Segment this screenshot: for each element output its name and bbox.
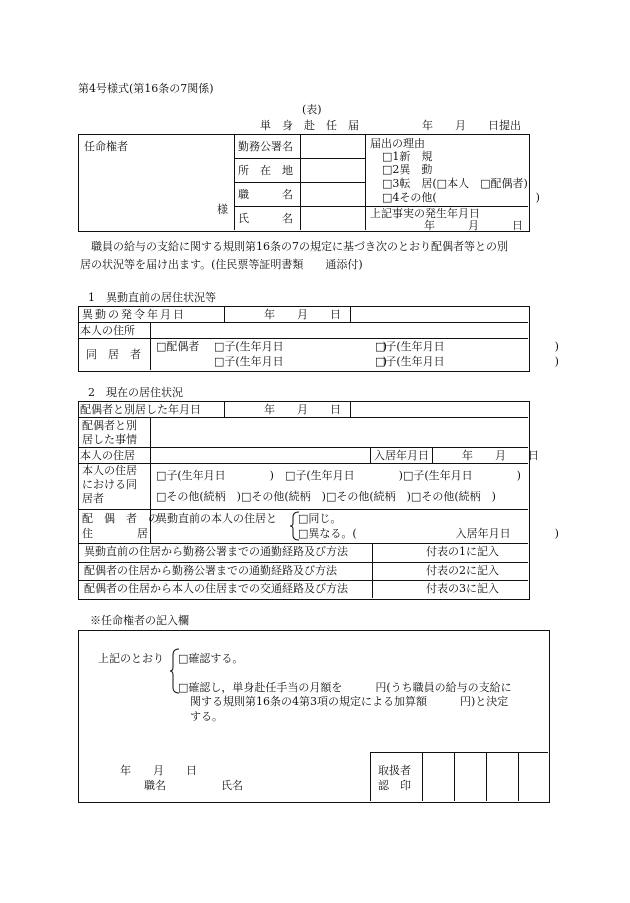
spouse-res-text: 異動直前の本人の住居と [156, 512, 277, 525]
move-in-date[interactable]: 年 月 日 [462, 449, 539, 462]
position-label: 職 名 [238, 188, 293, 201]
current-children-row[interactable]: □子(生年月日 ) □子(生年月日 )□子(生年月日 ) [156, 469, 521, 482]
reason-other[interactable]: □4その他( ) [382, 191, 540, 204]
commute-spouse-attach: 付表の2に記入 [426, 564, 499, 577]
reason-transfer[interactable]: □2異 動 [382, 163, 433, 176]
spouse-checkbox[interactable]: □配偶者 [156, 340, 200, 353]
sama-label: 様 [217, 203, 228, 216]
cohab-label-2: における同 [82, 478, 137, 491]
section1-heading: 1 異動直前の居住状況等 [88, 291, 216, 304]
reason-title: 届出の理由 [370, 137, 425, 150]
form-number: 第4号様式(第16条の7関係) [78, 82, 214, 95]
separated-date[interactable]: 年 月 日 [264, 403, 341, 416]
spouse-res-different[interactable]: □異なる。( 入居年月日 ) [298, 527, 559, 540]
form-side: (表) [302, 103, 322, 116]
spouse-res-label-2: 住 居 [82, 527, 148, 540]
current-others-row[interactable]: □その他(続柄 )□その他(続柄 )□その他(続柄 )□その他(続柄 ) [156, 490, 496, 503]
confirm-determine-line-2: 関する規則第16条の4第3項の規定による加算額 円)と決定 [190, 695, 509, 708]
child-checkbox-2[interactable]: □子(生年月日 ) [214, 355, 387, 368]
handler-label-2: 認 印 [378, 779, 411, 792]
fact-date[interactable]: 年 月 日 [424, 219, 523, 232]
residence-label: 本人の住居 [80, 449, 135, 462]
cohab-label-1: 本人の住居 [82, 464, 137, 477]
separated-date-label: 配偶者と別居した年月日 [80, 403, 201, 416]
move-in-label: 入居年月日 [374, 449, 429, 462]
child-checkbox-3[interactable]: □子(生年月日 ) [375, 340, 559, 353]
transfer-date[interactable]: 年 月 日 [264, 308, 341, 321]
confirm-option[interactable]: □確認する。 [178, 652, 244, 665]
submission-date: 年 月 日提出 [422, 119, 521, 132]
child-checkbox-4[interactable]: □子(生年月日 ) [375, 355, 559, 368]
commute-spouse-label: 配偶者の住居から勤務公署までの通勤経路及び方法 [84, 564, 337, 577]
name-label: 氏 名 [238, 212, 293, 225]
section3-position-name[interactable]: 職名 氏名 [144, 779, 243, 792]
traffic-spouse-attach: 付表の3に記入 [426, 582, 499, 595]
address-label: 本人の住所 [80, 324, 135, 337]
section3-heading: ※任命権者の記入欄 [90, 614, 189, 627]
cohab-label-3: 居者 [82, 492, 104, 505]
as-above-label: 上記のとおり [98, 652, 164, 665]
cohabitants-label: 同 居 者 [86, 348, 141, 361]
appointer-label: 任命権者 [84, 140, 128, 153]
transfer-date-label: 異動の発令年月日 [82, 308, 186, 321]
reason-move[interactable]: □3転 居(□本人 □配偶者) [382, 177, 528, 190]
reason-new[interactable]: □1新 規 [382, 150, 433, 163]
child-checkbox-1[interactable]: □子(生年月日 ) [214, 340, 387, 353]
confirm-determine-line-3: する。 [190, 710, 223, 723]
commute-before-label: 異動直前の住居から勤務公署までの通勤経路及び方法 [84, 545, 348, 558]
commute-before-attach: 付表の1に記入 [426, 545, 499, 558]
spouse-res-label-1: 配 偶 者 の [82, 512, 159, 525]
section3-date[interactable]: 年 月 日 [120, 764, 197, 777]
section2-heading: 2 現在の居住状況 [88, 386, 183, 399]
form-title: 単 身 赴 任 届 [260, 119, 359, 132]
traffic-spouse-label: 配偶者の住居から本人の住居までの交通経路及び方法 [84, 582, 348, 595]
fact-date-label: 上記事実の発生年月日 [370, 207, 480, 220]
handler-label-1: 取扱者 [378, 764, 411, 777]
location-label: 所 在 地 [238, 164, 293, 177]
intro-line-1: 職員の給与の支給に関する規則第16条の7の規定に基づき次のとおり配偶者等との別 [91, 240, 508, 253]
confirm-determine-line-1[interactable]: □確認し，単身赴任手当の月額を 円(うち職員の給与の支給に [178, 681, 512, 694]
office-name-label: 勤務公署名 [238, 140, 293, 153]
reason-label-2: 居した事情 [82, 433, 137, 446]
spouse-res-same[interactable]: □同じ。 [298, 512, 342, 525]
reason-label-1: 配偶者と別 [82, 419, 137, 432]
intro-line-2: 居の状況等を届け出ます。(住民票等証明書類 通添付) [80, 258, 363, 271]
